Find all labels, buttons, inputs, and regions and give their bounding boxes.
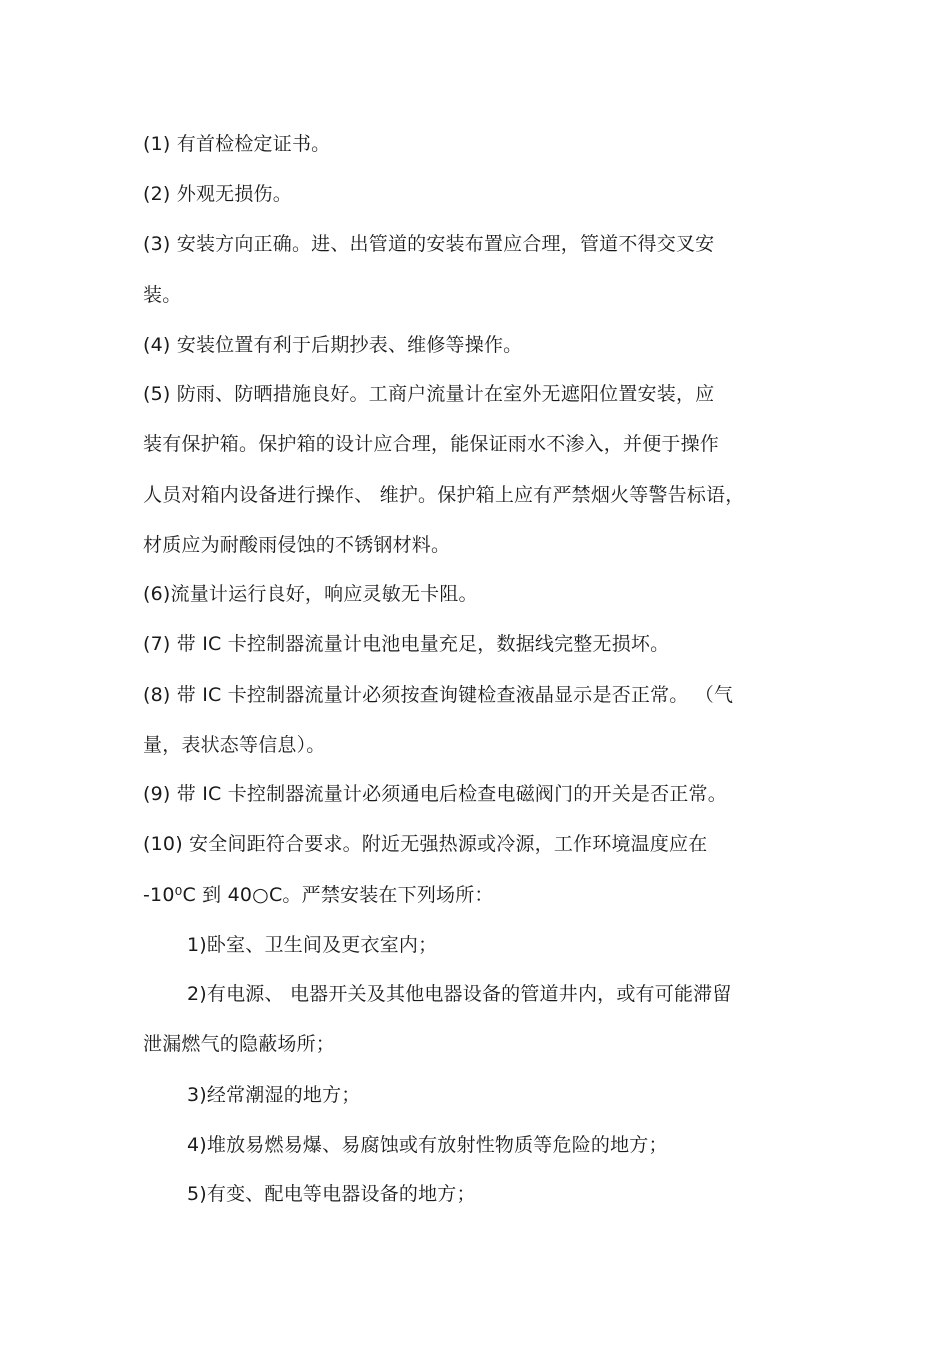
item-6: (6)流量计运行良好，响应灵敏无卡阻。 [143, 583, 478, 605]
item-5-line-1: (5) 防雨、防晒措施良好。工商户流量计在室外无遮阳位置安装，应 [143, 383, 715, 405]
item-3-line-1: (3) 安装方向正确。进、出管道的安装布置应合理，管道不得交叉安 [143, 233, 715, 255]
subitem-2-line-1: 2)有电源、 电器开关及其他电器设备的管道井内，或有可能滞留 [187, 983, 732, 1005]
item-5-line-2: 装有保护箱。保护箱的设计应合理，能保证雨水不渗入，并便于操作 [143, 433, 720, 455]
item-10-line-1: (10) 安全间距符合要求。附近无强热源或冷源，工作环境温度应在 [143, 833, 708, 855]
item-5-line-3: 人员对箱内设备进行操作、 维护。保护箱上应有严禁烟火等警告标语， [143, 484, 745, 506]
subitem-2-line-2: 泄漏燃气的隐蔽场所； [143, 1033, 336, 1055]
item-9: (9) 带 IC 卡控制器流量计必须通电后检查电磁阀门的开关是否正常。 [143, 783, 727, 805]
item-10-line-2: -10⁰C 到 40○C。严禁安装在下列场所： [143, 884, 494, 906]
item-3-line-2: 装。 [143, 284, 182, 306]
item-8-line-2: 量，表状态等信息）。 [143, 734, 326, 756]
subitem-3: 3)经常潮湿的地方； [187, 1084, 361, 1106]
item-7: (7) 带 IC 卡控制器流量计电池电量充足，数据线完整无损坏。 [143, 633, 670, 655]
item-2: (2) 外观无损伤。 [143, 183, 292, 205]
item-8-line-1: (8) 带 IC 卡控制器流量计必须按查询键检查液晶显示是否正常。 （气 [143, 684, 734, 706]
subitem-4: 4)堆放易燃易爆、易腐蚀或有放射性物质等危险的地方； [187, 1134, 668, 1156]
item-4: (4) 安装位置有利于后期抄表、维修等操作。 [143, 334, 523, 356]
subitem-5: 5)有变、配电等电器设备的地方； [187, 1183, 476, 1205]
item-5-line-4: 材质应为耐酸雨侵蚀的不锈钢材料。 [143, 534, 451, 556]
subitem-1: 1)卧室、卫生间及更衣室内； [187, 934, 438, 956]
item-1: (1) 有首检检定证书。 [143, 133, 331, 155]
